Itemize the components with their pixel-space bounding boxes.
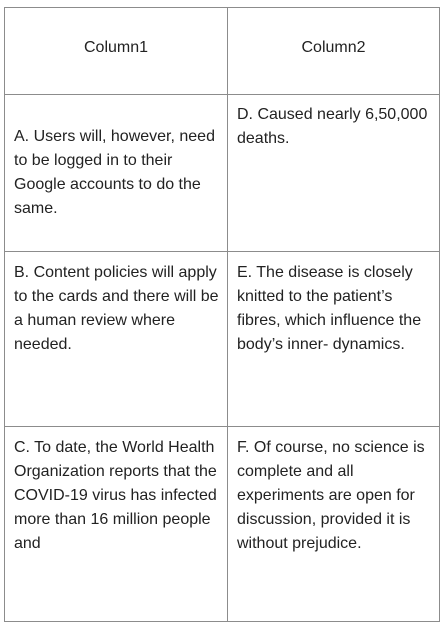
table-row xyxy=(5,252,440,427)
table-cell-d xyxy=(228,95,440,252)
header-label-column1: Column1 xyxy=(83,39,149,56)
table-cell-e xyxy=(228,252,440,427)
match-table xyxy=(4,7,440,622)
cell-text-e: E. The disease is closely knitted to the patient’s fibres, which influence the body’s inner- dynamics. xyxy=(237,264,422,353)
table-row xyxy=(5,95,440,252)
cell-text-b: B. Content policies will apply to the cards and there will be a human review where needed. xyxy=(14,264,219,353)
cell-text-d: D. Caused nearly 6,50,000 deaths. xyxy=(237,106,428,147)
table-header-row xyxy=(5,8,440,95)
cell-text-a: A. Users will, however, need to be logged in to their Google accounts to do the same. xyxy=(14,128,215,217)
table-cell-c xyxy=(5,427,228,622)
table-cell-b xyxy=(5,252,228,427)
header-cell-column1 xyxy=(5,8,228,95)
table-row xyxy=(5,427,440,622)
table-cell-a xyxy=(5,95,228,252)
cell-text-f: F. Of course, no science is complete and all experiments are open for discussion, provided it is without prejudice. xyxy=(237,439,425,552)
header-label-column2: Column2 xyxy=(301,39,366,56)
header-cell-column2 xyxy=(228,8,440,95)
table-cell-f xyxy=(228,427,440,622)
cell-text-c: C. To date, the World Health Organization reports that the COVID-19 virus has infected more than 16 million people and xyxy=(14,439,217,552)
